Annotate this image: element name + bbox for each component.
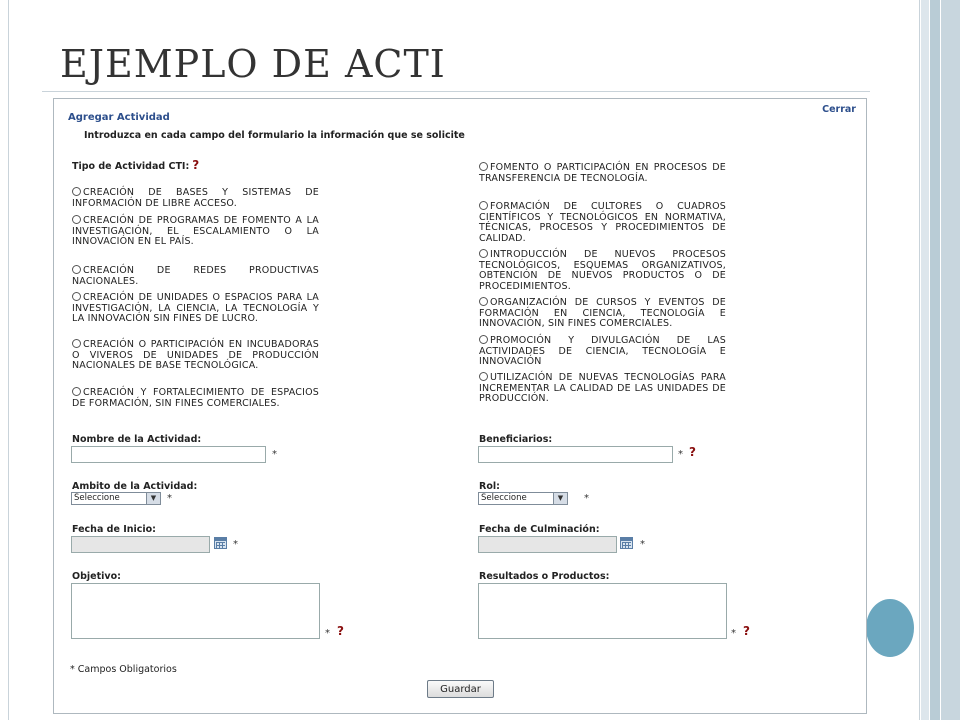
radio-icon[interactable] <box>479 201 488 210</box>
fecha-culminacion-input[interactable] <box>478 536 617 553</box>
option-nuevos-procesos[interactable] <box>479 249 726 292</box>
beneficiarios-label: Beneficiarios: <box>479 434 553 445</box>
option-label: UTILIZACIÓN DE NUEVAS TECNOLOGÍAS PARA INCREMENTAR LA CALIDAD DE LAS UNIDADES DE PRODUCCIÓN. <box>479 372 726 404</box>
title-divider <box>42 91 870 92</box>
option-incubadoras[interactable] <box>72 339 319 372</box>
required-star: * <box>678 449 683 460</box>
required-star: * <box>584 493 589 504</box>
radio-icon[interactable] <box>479 297 488 306</box>
option-label: ORGANIZACIÓN DE CURSOS Y EVENTOS DE FORMACIÓN EN CIENCIA, TECNOLOGÍA E INNOVACIÓN, SIN FINES COMERCIALES. <box>479 297 726 329</box>
option-transferencia-tecnologia[interactable] <box>479 162 726 184</box>
option-label: FORMACIÓN DE CULTORES O CUADROS CIENTÍFICOS Y TECNOLÓGICOS EN NORMATIVA, TÉCNICAS, PROCESOS Y PROCEDIMIENTOS DE CALIDAD. <box>479 201 726 244</box>
required-star: * <box>272 449 277 460</box>
guardar-button[interactable]: Guardar <box>427 680 494 698</box>
radio-icon[interactable] <box>72 215 81 224</box>
fecha-inicio-label: Fecha de Inicio: <box>72 524 156 535</box>
chevron-down-icon[interactable]: ▼ <box>146 493 160 504</box>
option-formacion-cultores[interactable] <box>479 201 726 244</box>
option-label: CREACIÓN O PARTICIPACIÓN EN INCUBADORAS O VIVEROS DE UNIDADES DE PRODUCCIÓN NACIONALES DE BASE TECNOLÓGICA. <box>72 339 319 371</box>
ambito-label: Ambito de la Actividad: <box>72 481 198 492</box>
chevron-down-icon[interactable]: ▼ <box>553 493 567 504</box>
radio-icon[interactable] <box>479 249 488 258</box>
resultados-textarea[interactable] <box>478 583 727 639</box>
radio-icon[interactable] <box>72 387 81 396</box>
option-programas-fomento[interactable] <box>72 215 319 248</box>
option-label: CREACIÓN DE REDES PRODUCTIVAS NACIONALES. <box>72 265 319 287</box>
ambito-select-value: Seleccione <box>74 493 120 503</box>
option-label: INTRODUCCIÓN DE NUEVOS PROCESOS TECNOLÓGICOS, ESQUEMAS ORGANIZATIVOS, OBTENCIÓN DE NUEVOS PRODUCTOS O DE PROCEDIMIENTOS. <box>479 249 726 292</box>
option-redes-productivas[interactable] <box>72 265 319 287</box>
objetivo-textarea[interactable] <box>71 583 320 639</box>
beneficiarios-input[interactable] <box>478 446 673 463</box>
tipo-actividad-text: Tipo de Actividad CTI: <box>72 161 190 172</box>
option-nuevas-tecnologias[interactable] <box>479 372 726 405</box>
option-label: CREACIÓN Y FORTALECIMIENTO DE ESPACIOS DE FORMACIÓN, SIN FINES COMERCIALES. <box>72 387 319 409</box>
required-star: * <box>167 493 172 504</box>
required-star: * <box>325 628 330 639</box>
nombre-label: Nombre de la Actividad: <box>72 434 202 445</box>
required-fields-note: * Campos Obligatorios <box>70 664 177 675</box>
calendar-icon[interactable] <box>620 537 633 549</box>
slide-stripe-medium <box>930 0 940 720</box>
option-label: CREACIÓN DE BASES Y SISTEMAS DE INFORMACIÓN DE LIBRE ACCESO. <box>72 187 319 209</box>
option-label: CREACIÓN DE PROGRAMAS DE FOMENTO A LA INVESTIGACIÓN, EL ESCALAMIENTO O LA INNOVACIÓN EN EL PAÍS. <box>72 215 319 247</box>
radio-icon[interactable] <box>72 292 81 301</box>
required-star: * <box>731 628 736 639</box>
required-star: * <box>233 539 238 550</box>
radio-icon[interactable] <box>479 162 488 171</box>
decorative-circle <box>866 599 914 657</box>
tipo-actividad-label <box>72 160 199 172</box>
ambito-select[interactable] <box>71 492 161 505</box>
close-link[interactable]: Cerrar <box>822 104 856 115</box>
option-label: PROMOCIÓN Y DIVULGACIÓN DE LAS ACTIVIDADES DE CIENCIA, TECNOLOGÍA E INNOVACIÓN <box>479 335 726 367</box>
slide-stripe-outer <box>941 0 960 720</box>
radio-icon[interactable] <box>72 187 81 196</box>
slide-title: EJEMPLO DE ACTI <box>60 42 446 86</box>
rol-label: Rol: <box>479 481 500 492</box>
nombre-input[interactable] <box>71 446 266 463</box>
radio-icon[interactable] <box>479 372 488 381</box>
help-icon[interactable]: ? <box>689 445 696 459</box>
option-label: FOMENTO O PARTICIPACIÓN EN PROCESOS DE TRANSFERENCIA DE TECNOLOGÍA. <box>479 162 726 184</box>
help-icon[interactable]: ? <box>743 624 750 638</box>
fecha-culminacion-label: Fecha de Culminación: <box>479 524 600 535</box>
rol-select-value: Seleccione <box>481 493 527 503</box>
radio-icon[interactable] <box>479 335 488 344</box>
required-star: * <box>640 539 645 550</box>
fecha-inicio-input[interactable] <box>71 536 210 553</box>
calendar-icon[interactable] <box>214 537 227 549</box>
rol-select[interactable] <box>478 492 568 505</box>
option-label: CREACIÓN DE UNIDADES O ESPACIOS PARA LA INVESTIGACIÓN, LA CIENCIA, LA TECNOLOGÍA Y LA INNOVACIÓN SIN FINES DE LUCRO. <box>72 292 319 324</box>
resultados-label: Resultados o Productos: <box>479 571 610 582</box>
option-unidades-espacios[interactable] <box>72 292 319 325</box>
help-icon[interactable]: ? <box>192 158 200 172</box>
option-espacios-formacion[interactable] <box>72 387 319 409</box>
option-cursos-eventos[interactable] <box>479 297 726 330</box>
form-intro: Introduzca en cada campo del formulario la información que se solicite <box>84 130 465 141</box>
option-promocion-divulgacion[interactable] <box>479 335 726 368</box>
radio-icon[interactable] <box>72 265 81 274</box>
form-header: Agregar Actividad <box>68 112 170 123</box>
objetivo-label: Objetivo: <box>72 571 121 582</box>
option-bases-sistemas[interactable] <box>72 187 319 209</box>
help-icon[interactable]: ? <box>337 624 344 638</box>
radio-icon[interactable] <box>72 339 81 348</box>
form-screenshot <box>53 98 867 714</box>
slide-stripe-light <box>921 0 929 720</box>
